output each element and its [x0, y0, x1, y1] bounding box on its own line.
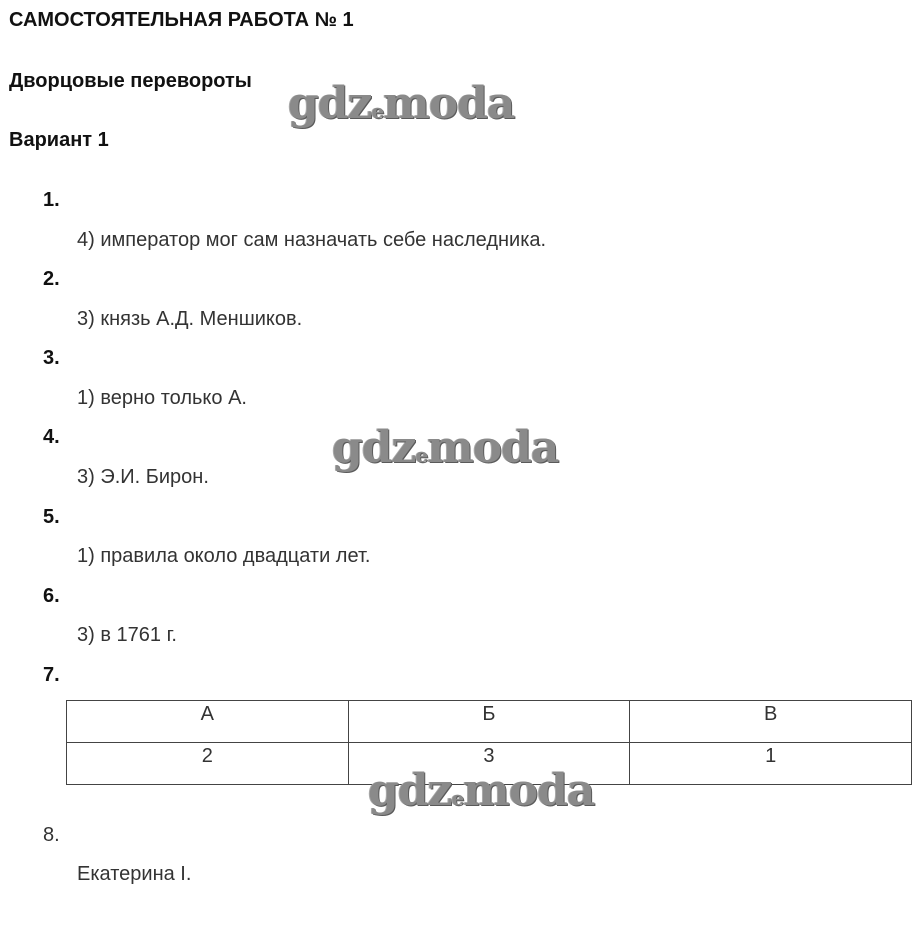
answer-text: 4) император мог сам назначать себе наследника.	[77, 229, 547, 251]
table-cell: 2	[67, 743, 349, 785]
watermark-part: moda	[463, 765, 595, 816]
answer-text: 3) Э.И. Бирон.	[77, 466, 209, 488]
watermark-part: moda	[383, 78, 515, 129]
question-number: 8.	[43, 824, 60, 846]
question-number: 5.	[43, 506, 60, 528]
watermark-part: gdz	[368, 765, 452, 816]
watermark-part: e	[415, 443, 428, 467]
question-number: 2.	[43, 268, 60, 290]
table-cell: 3	[348, 743, 630, 785]
answer-text: 1) правила около двадцати лет.	[77, 545, 371, 567]
watermark-part: e	[371, 99, 384, 123]
table-header-row	[67, 701, 912, 743]
answer-text: 3) князь А.Д. Меншиков.	[77, 308, 303, 330]
question-number: 6.	[43, 585, 60, 607]
variant-heading: Вариант 1	[9, 129, 109, 151]
watermark-part: gdz	[288, 78, 372, 129]
question-number: 1.	[43, 189, 60, 211]
answer-text: 3) в 1761 г.	[77, 624, 177, 646]
answer-text: Екатерина I.	[77, 863, 192, 885]
watermark-part: moda	[427, 422, 559, 473]
answer-text: 1) верно только А.	[77, 387, 247, 409]
watermark	[288, 78, 514, 129]
table-header-cell: А	[67, 701, 349, 743]
question-number: 4.	[43, 426, 60, 448]
table-header-cell: Б	[348, 701, 630, 743]
question-number: 7.	[43, 664, 60, 686]
table-cell: 1	[630, 743, 912, 785]
watermark	[368, 765, 594, 816]
watermark-part: gdz	[332, 422, 416, 473]
page-title: САМОСТОЯТЕЛЬНАЯ РАБОТА № 1	[9, 9, 354, 31]
table-header-cell: В	[630, 701, 912, 743]
topic-heading: Дворцовые перевороты	[9, 70, 252, 92]
watermark-part: e	[451, 786, 464, 810]
watermark	[332, 422, 558, 473]
question-number: 3.	[43, 347, 60, 369]
